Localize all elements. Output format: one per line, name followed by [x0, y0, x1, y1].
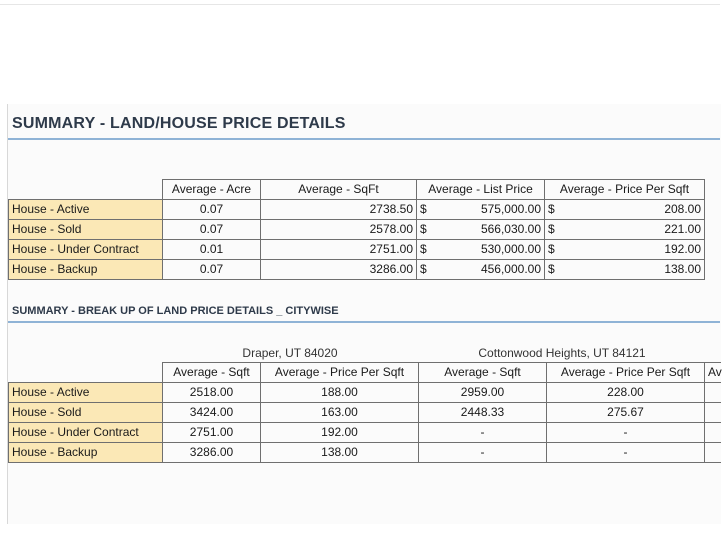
- summary-table: [8, 179, 705, 280]
- cell-currency: $: [417, 220, 443, 240]
- cell-draper-ppsf: 192.00: [261, 423, 419, 443]
- cell-draper-sqft: 2518.00: [163, 383, 261, 403]
- city-cottonwood-heights: Cottonwood Heights, UT 84121: [478, 346, 646, 360]
- table-row: [9, 260, 705, 280]
- table-row: [9, 443, 721, 463]
- table-row: [9, 220, 705, 240]
- cell-truncated: [705, 403, 721, 423]
- summary-header-row: [9, 180, 705, 200]
- cell-truncated: [705, 423, 721, 443]
- summary-title: SUMMARY - LAND/HOUSE PRICE DETAILS: [12, 115, 346, 132]
- cell-truncated: [705, 443, 721, 463]
- row-label: House - Under Contract: [9, 240, 163, 260]
- top-border: [0, 4, 720, 5]
- header-draper-price-per-sqft: Average - Price Per Sqft: [261, 363, 419, 383]
- city-draper: Draper, UT 84020: [242, 346, 338, 360]
- cell-draper-ppsf: 188.00: [261, 383, 419, 403]
- cell-currency: $: [417, 200, 443, 220]
- cell-cottonwood-sqft: -: [419, 443, 547, 463]
- cell-list-price: 575,000.00: [443, 200, 545, 220]
- cell-cottonwood-ppsf: -: [547, 423, 705, 443]
- cell-currency: $: [545, 220, 569, 240]
- cell-sqft: 2751.00: [261, 240, 417, 260]
- cell-draper-sqft: 3286.00: [163, 443, 261, 463]
- citywise-table: [8, 362, 721, 463]
- cell-price-per-sqft: 192.00: [569, 240, 705, 260]
- summary-title-underline: [8, 138, 720, 140]
- cell-acre: 0.07: [163, 260, 261, 280]
- row-label: House - Backup: [9, 443, 163, 463]
- header-average-list-price: Average - List Price: [417, 180, 545, 200]
- row-label: House - Sold: [9, 220, 163, 240]
- table-row: [9, 240, 705, 260]
- cell-list-price: 530,000.00: [443, 240, 545, 260]
- row-label: House - Under Contract: [9, 423, 163, 443]
- table-row: [9, 403, 721, 423]
- cell-price-per-sqft: 138.00: [569, 260, 705, 280]
- header-average-acre: Average - Acre: [163, 180, 261, 200]
- cell-sqft: 3286.00: [261, 260, 417, 280]
- cell-cottonwood-sqft: -: [419, 423, 547, 443]
- cell-cottonwood-ppsf: 228.00: [547, 383, 705, 403]
- cell-sqft: 2578.00: [261, 220, 417, 240]
- cell-draper-sqft: 2751.00: [163, 423, 261, 443]
- citywise-title: SUMMARY - BREAK UP OF LAND PRICE DETAILS _ CITYWISE: [12, 305, 339, 317]
- cell-currency: $: [545, 260, 569, 280]
- row-label: House - Active: [9, 383, 163, 403]
- cell-cottonwood-ppsf: 275.67: [547, 403, 705, 423]
- table-row: [9, 383, 721, 403]
- cell-cottonwood-ppsf: -: [547, 443, 705, 463]
- cell-sqft: 2738.50: [261, 200, 417, 220]
- cell-price-per-sqft: 221.00: [569, 220, 705, 240]
- row-label: House - Sold: [9, 403, 163, 423]
- table-row: [9, 423, 721, 443]
- cell-truncated: [705, 383, 721, 403]
- header-average-sqft: Average - SqFt: [261, 180, 417, 200]
- cell-list-price: 566,030.00: [443, 220, 545, 240]
- cell-currency: $: [545, 240, 569, 260]
- cell-currency: $: [545, 200, 569, 220]
- cell-cottonwood-sqft: 2959.00: [419, 383, 547, 403]
- cell-price-per-sqft: 208.00: [569, 200, 705, 220]
- row-label: House - Active: [9, 200, 163, 220]
- row-label: House - Backup: [9, 260, 163, 280]
- header-cottonwood-average-sqft: Average - Sqft: [419, 363, 547, 383]
- header-cottonwood-price-per-sqft: Average - Price Per Sqft: [547, 363, 705, 383]
- cell-currency: $: [417, 240, 443, 260]
- cell-list-price: 456,000.00: [443, 260, 545, 280]
- cell-draper-sqft: 3424.00: [163, 403, 261, 423]
- cell-currency: $: [417, 260, 443, 280]
- table-row: [9, 200, 705, 220]
- header-draper-average-sqft: Average - Sqft: [163, 363, 261, 383]
- cell-acre: 0.07: [163, 200, 261, 220]
- header-truncated: Av: [705, 363, 721, 383]
- cell-cottonwood-sqft: 2448.33: [419, 403, 547, 423]
- cell-draper-ppsf: 138.00: [261, 443, 419, 463]
- cell-acre: 0.07: [163, 220, 261, 240]
- cell-draper-ppsf: 163.00: [261, 403, 419, 423]
- cell-acre: 0.01: [163, 240, 261, 260]
- citywise-title-underline: [8, 321, 720, 323]
- header-average-price-per-sqft: Average - Price Per Sqft: [545, 180, 705, 200]
- citywise-header-row: [9, 363, 721, 383]
